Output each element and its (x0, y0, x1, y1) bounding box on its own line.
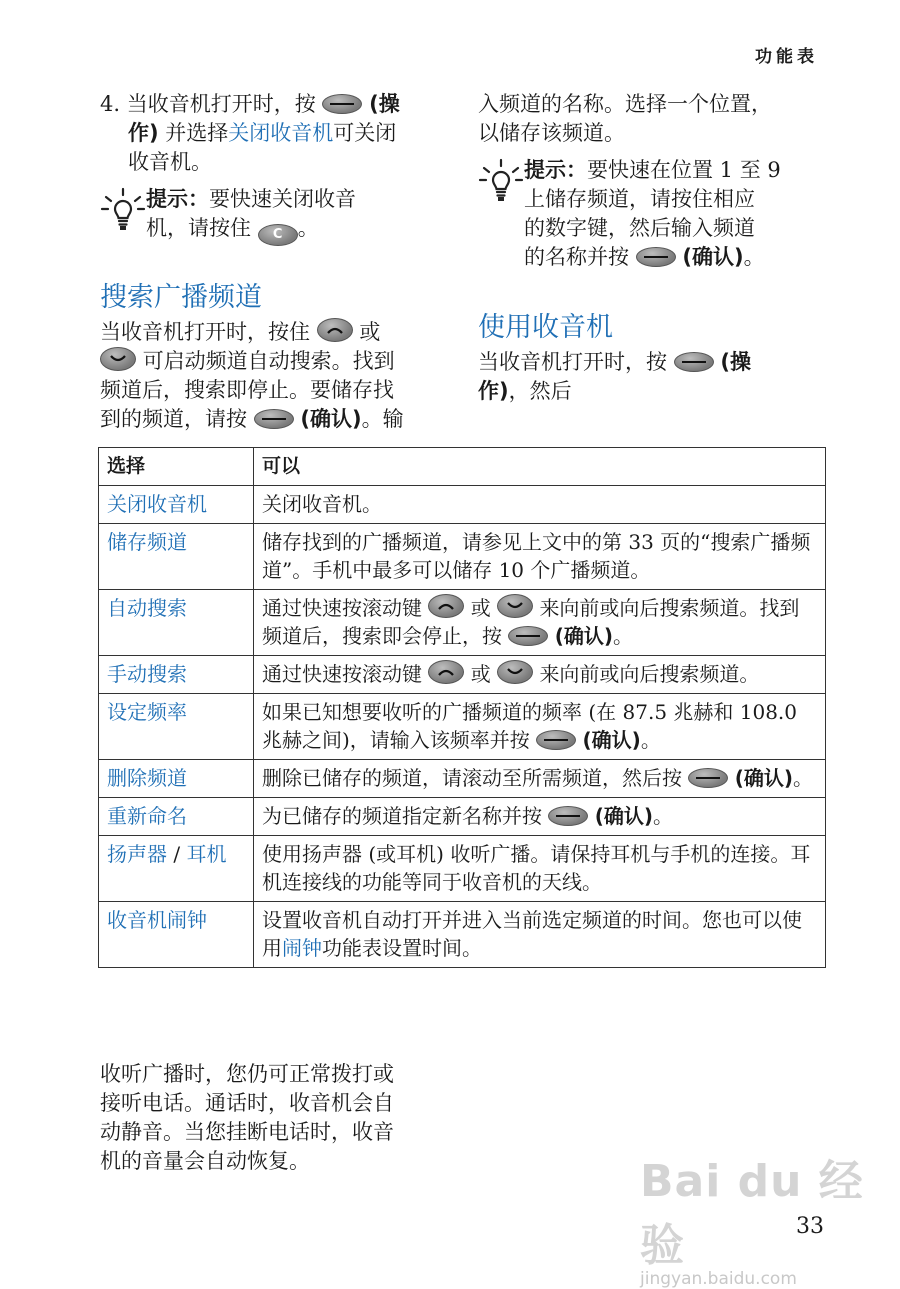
use-radio-paragraph: 当收音机打开时，按 (操 作)，然后 (478, 350, 751, 403)
scroll-down-key-icon (497, 594, 533, 618)
step-4: 4. 当收音机打开时，按 (操 作) 并选择关闭收音机可关闭 收音机。 (100, 92, 400, 174)
option-set-frequency[interactable]: 设定频率 (99, 694, 254, 760)
close-radio-link[interactable]: 关闭收音机 (228, 121, 334, 145)
scroll-up-key-icon (428, 594, 464, 618)
lightbulb-icon (478, 158, 524, 202)
alarm-clock-link[interactable]: 闹钟 (282, 936, 322, 960)
table-row: 关闭收音机 关闭收音机。 (99, 486, 826, 524)
watermark: Bai du 经验 jingyan.baidu.com (640, 1156, 864, 1289)
scroll-up-key-icon (317, 318, 353, 342)
selection-key-icon (536, 730, 576, 750)
lightbulb-icon (100, 187, 146, 231)
scroll-down-key-icon (100, 347, 136, 371)
option-auto-search[interactable]: 自动搜索 (99, 590, 254, 656)
bottom-paragraph: 收听广播时，您仍可正常拨打或 接听电话。通话时，收音机会自 动静音。当您挂断电话时，收音 机的音量会自动恢复。 (100, 1062, 394, 1173)
option-store-channel[interactable]: 储存频道 (99, 524, 254, 590)
heading-use-radio: 使用收音机 (478, 312, 613, 343)
table-row: 删除频道 删除已储存的频道，请滚动至所需频道，然后按 (确认)。 (99, 760, 826, 798)
table-row: 收音机闹钟 设置收音机自动打开并进入当前选定频道的时间。您也可以使用闹钟功能表设置时间。 (99, 902, 826, 968)
search-paragraph: 当收音机打开时，按住 或 可启动频道自动搜索。找到 频道后，搜索即停止。要储存找 到的频道，请按 (确认)。输 (100, 320, 404, 431)
clear-key-icon: C (258, 224, 298, 246)
option-close-radio[interactable]: 关闭收音机 (99, 486, 254, 524)
option-rename[interactable]: 重新命名 (99, 798, 254, 836)
option-radio-alarm[interactable]: 收音机闹钟 (99, 902, 254, 968)
scroll-up-key-icon (428, 660, 464, 684)
section-header: 功能表 (755, 47, 818, 67)
selection-key-icon (636, 247, 676, 267)
selection-key-icon (688, 768, 728, 788)
selection-key-icon (674, 352, 714, 372)
table-row: 自动搜索 通过快速按滚动键 或 来向前或向后搜索频道。找到频道后，搜索即会停止，按 (确认)。 (99, 590, 826, 656)
selection-key-icon (508, 626, 548, 646)
right-column: 入频道的名称。选择一个位置， 以储存该频道。 提示：要快速在位置 1 至 9 上储存频道，请按住相应 的数字键，然后输入频道 的名称并按 (确认)。 (478, 90, 823, 272)
radio-options-table (98, 447, 826, 968)
selection-key-icon (548, 806, 588, 826)
option-speaker-headset[interactable]: 扬声器 / 耳机 (99, 836, 254, 902)
tip-quick-store: 提示：要快速在位置 1 至 9 上储存频道，请按住相应 的数字键，然后输入频道 的名称并按 (确认)。 (478, 156, 823, 272)
selection-key-icon (254, 409, 294, 429)
option-delete-channel[interactable]: 删除频道 (99, 760, 254, 798)
scroll-down-key-icon (497, 660, 533, 684)
table-row: 手动搜索 通过快速按滚动键 或 来向前或向后搜索频道。 (99, 656, 826, 694)
table-row: 重新命名 为已储存的频道指定新名称并按 (确认)。 (99, 798, 826, 836)
left-column (100, 90, 440, 246)
table-header-row: 选择 可以 (99, 448, 826, 486)
table-row: 扬声器 / 耳机 使用扬声器 (或耳机) 收听广播。请保持耳机与手机的连接。耳机连接线的功能等同于收音机的天线。 (99, 836, 826, 902)
tip-close-radio: 提示：要快速关闭收音 机，请按住 C 。 (100, 185, 440, 246)
heading-search-channels: 搜索广播频道 (100, 282, 262, 313)
selection-key-icon (322, 94, 362, 114)
page-number: 33 (796, 1214, 824, 1239)
table-row: 储存频道 储存找到的广播频道，请参见上文中的第 33 页的“搜索广播频道”。手机中最多可以储存 10 个广播频道。 (99, 524, 826, 590)
table-row: 设定频率 如果已知想要收听的广播频道的频率 (在 87.5 兆赫和 108.0 兆赫之间)，请输入该频率并按 (确认)。 (99, 694, 826, 760)
option-manual-search[interactable]: 手动搜索 (99, 656, 254, 694)
